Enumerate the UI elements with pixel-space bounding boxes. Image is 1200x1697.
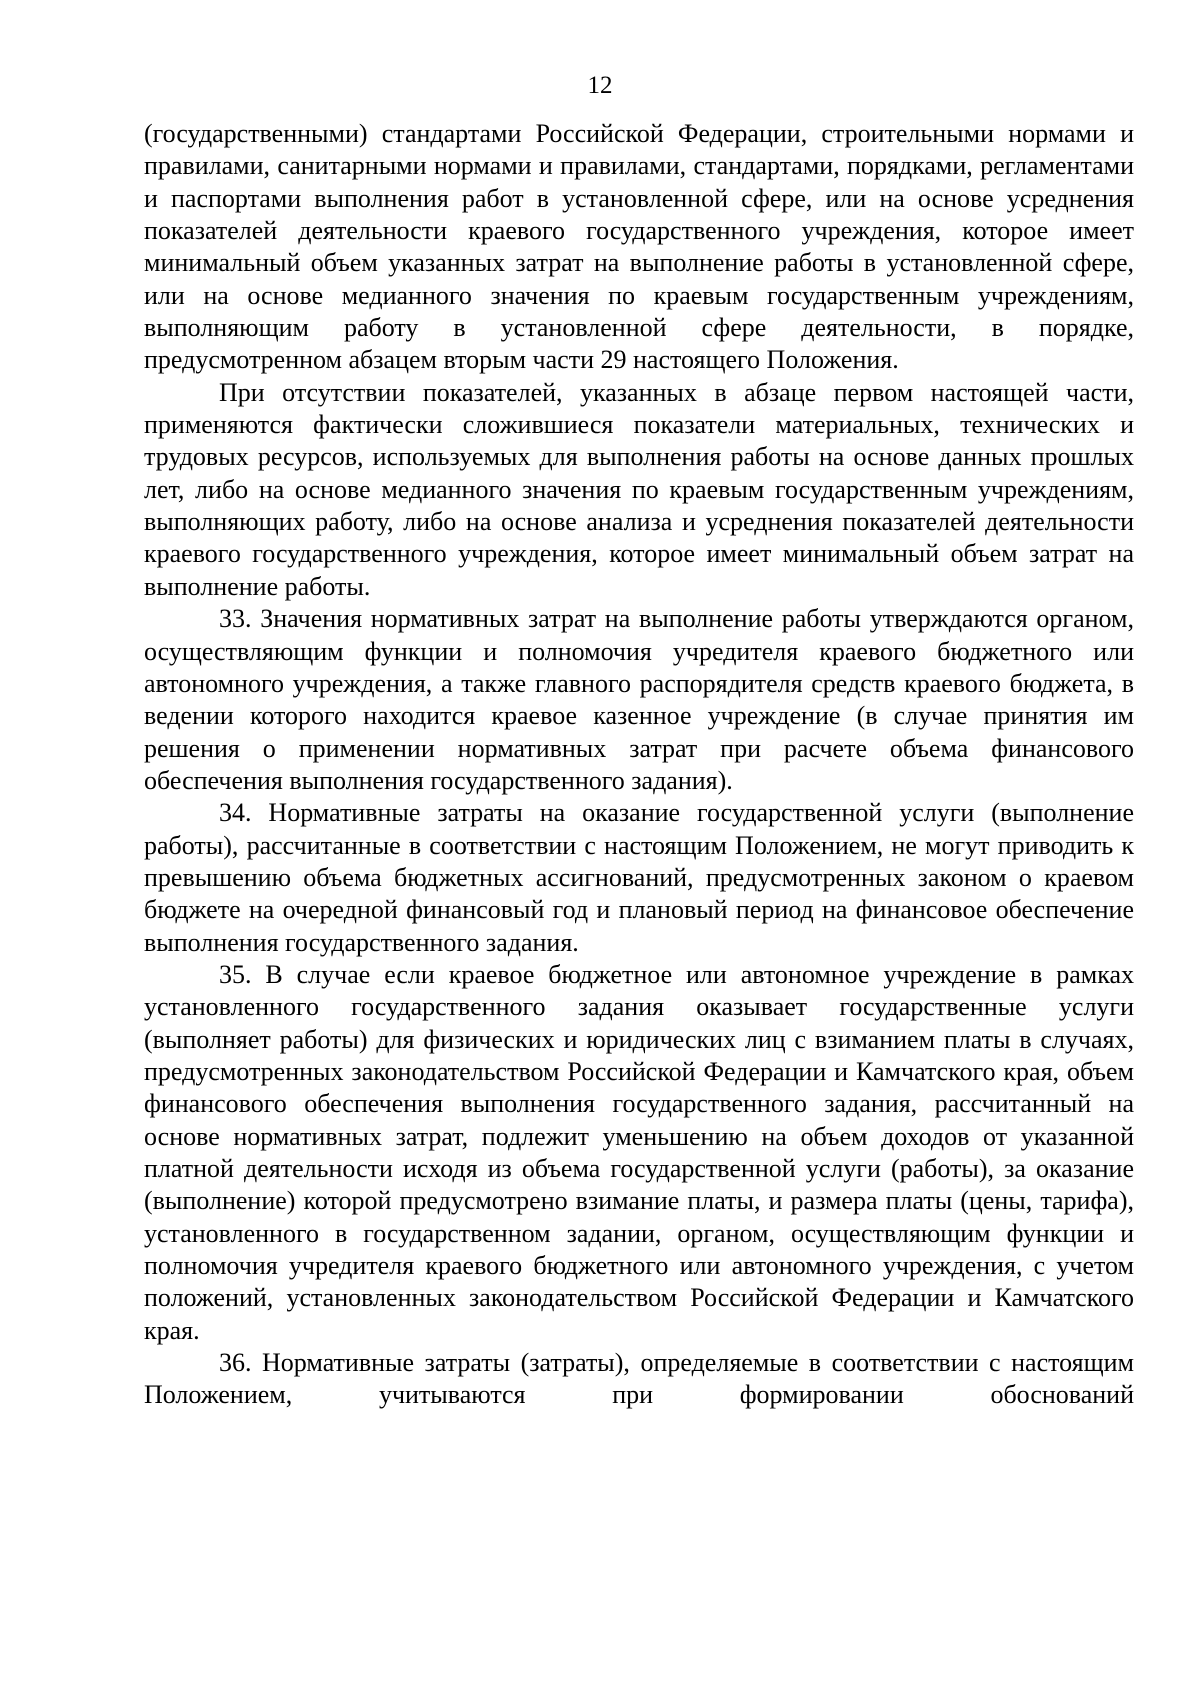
document-body [144,118,1134,1412]
page-number: 12 [587,72,613,99]
paragraph-33: 33. Значения нормативных затрат на выполнение работы утверждаются органом, осуществляющим функции и полномочия учредителя краевого бюджетного или автономного учреждения, а также главного распорядителя средств краевого бюджета, в ведении которого находится краевое казенное учреждение (в случае принятия им решения о применении нормативных затрат при расчете объема финансового обеспечения выполнения государственного задания). [144,604,1134,795]
paragraph-missing-indicators: При отсутствии показателей, указанных в абзаце первом настоящей части, применяются фактически сложившиеся показатели материальных, технических и трудовых ресурсов, используемых для выполнения работы на основе данных прошлых лет, либо на основе медианного значения по краевым государственным учреждениям, выполняющих работу, либо на основе анализа и усреднения показателей деятельности краевого государственного учреждения, которое имеет минимальный объем затрат на выполнение работы. [144,377,1134,601]
paragraph-35: 35. В случае если краевое бюджетное или автономное учреждение в рамках установленного государственного задания оказывает государственные услуги (выполняет работы) для физических и юридических лиц с взиманием платы в случаях, предусмотренных законодательством Российской Федерации и Камчатского края, объем финансового обеспечения выполнения государственного задания, рассчитанный на основе нормативных затрат, подлежит уменьшению на объем доходов от указанной платной деятельности исходя из объема государственной услуги (работы), за оказание (выполнение) которой предусмотрено взимание платы, и размера платы (цены, тарифа), установленного в государственном задании, органом, осуществляющим функции и полномочия учредителя краевого бюджетного или автономного учреждения, с учетом положений, установленных законодательством Российской Федерации и Камчатского края. [144,959,1134,1345]
paragraph-continuation: (государственными) стандартами Российской Федерации, строительными нормами и правилами, санитарными нормами и правилами, стандартами, порядками, регламентами и паспортами выполнения работ в установленной сфере, или на основе усреднения показателей деятельности краевого государственного учреждения, которое имеет минимальный объем указанных затрат на выполнение работы в установленной сфере, или на основе медианного значения по краевым государственным учреждениям, выполняющим работу в установленной сфере деятельности, в порядке, предусмотренном абзацем вторым части 29 настоящего Положения. [144,119,1134,375]
paragraph-36: 36. Нормативные затраты (затраты), определяемые в соответствии с настоящим Положением, учитываются при формировании обоснований [144,1348,1134,1410]
paragraph-34: 34. Нормативные затраты на оказание государственной услуги (выполнение работы), рассчитанные в соответствии с настоящим Положением, не могут приводить к превышению объема бюджетных ассигнований, предусмотренных законом о краевом бюджете на очередной финансовый год и плановый период на финансовое обеспечение выполнения государственного задания. [144,798,1134,957]
